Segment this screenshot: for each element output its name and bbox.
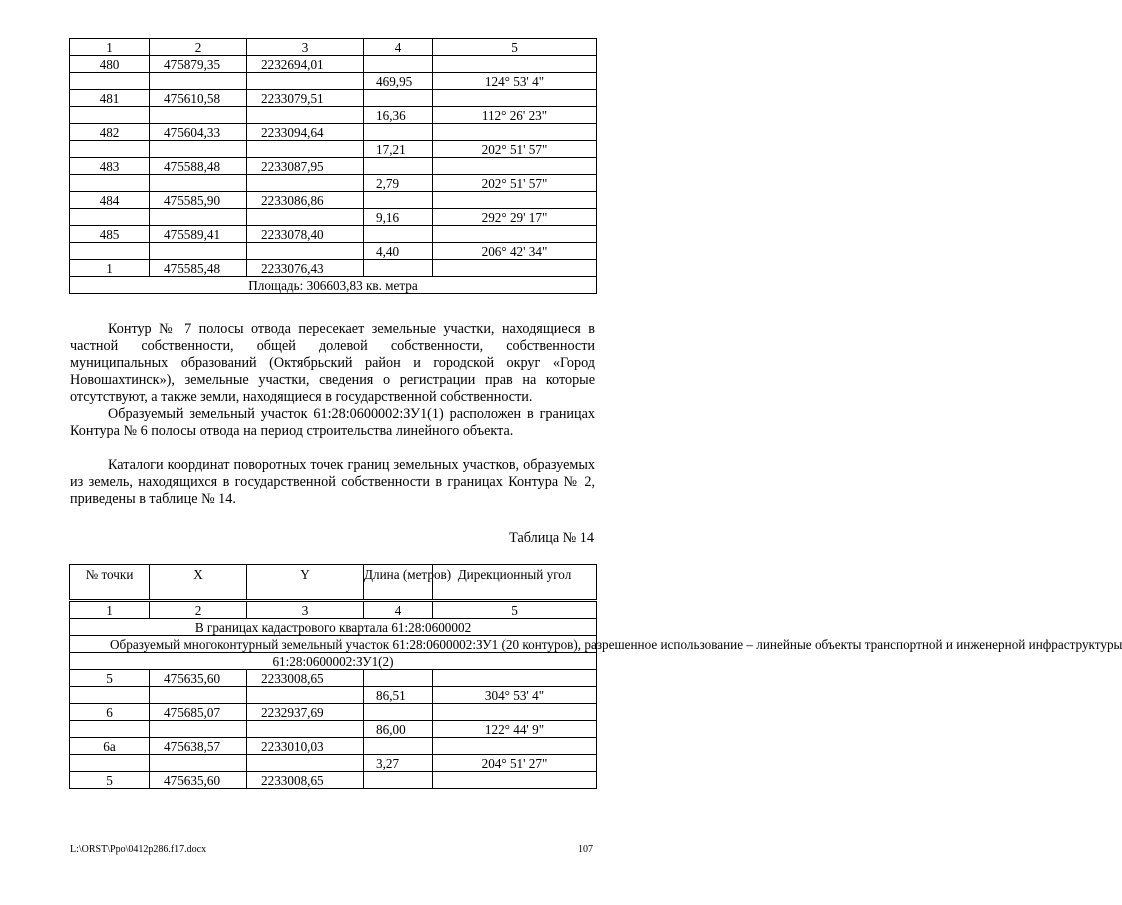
point-number-cell xyxy=(70,721,150,738)
table-row xyxy=(70,107,597,124)
length-cell xyxy=(364,738,433,755)
length-cell xyxy=(364,772,433,789)
angle-cell: 202° 51' 57" xyxy=(433,175,597,192)
table-row xyxy=(70,260,597,277)
length-cell: 86,00 xyxy=(364,721,433,738)
y-cell: 2233008,65 xyxy=(247,670,364,687)
parcel-description-row xyxy=(70,636,597,653)
length-cell xyxy=(364,90,433,107)
length-cell xyxy=(364,670,433,687)
point-number-cell xyxy=(70,687,150,704)
table-row xyxy=(70,209,597,226)
y-cell: 2232937,69 xyxy=(247,704,364,721)
column-number: 5 xyxy=(433,601,597,619)
column-header: X xyxy=(150,565,247,601)
column-number: 2 xyxy=(150,39,247,56)
y-cell: 2233076,43 xyxy=(247,260,364,277)
y-cell xyxy=(247,141,364,158)
table-row xyxy=(70,670,597,687)
angle-cell xyxy=(433,90,597,107)
point-number-cell: 1 xyxy=(70,260,150,277)
angle-cell: 112° 26' 23" xyxy=(433,107,597,124)
y-cell xyxy=(247,175,364,192)
angle-cell xyxy=(433,738,597,755)
angle-cell: 122° 44' 9" xyxy=(433,721,597,738)
point-number-cell: 484 xyxy=(70,192,150,209)
paragraph-catalog-reference: Каталоги координат поворотных точек границ земельных участков, образуемых из земель, находящихся в государственной собственности в границах Контура № 2, приведены в таблице № 14. xyxy=(70,457,595,507)
angle-cell xyxy=(433,704,597,721)
length-cell: 16,36 xyxy=(364,107,433,124)
length-cell: 3,27 xyxy=(364,755,433,772)
table-row xyxy=(70,738,597,755)
x-cell xyxy=(150,687,247,704)
length-cell xyxy=(364,192,433,209)
x-cell xyxy=(150,209,247,226)
column-number: 2 xyxy=(150,601,247,619)
point-number-cell: 6а xyxy=(70,738,150,755)
y-cell: 2233008,65 xyxy=(247,772,364,789)
table-row xyxy=(70,175,597,192)
quarter-row xyxy=(70,619,597,636)
length-cell: 9,16 xyxy=(364,209,433,226)
angle-cell: 124° 53' 4" xyxy=(433,73,597,90)
x-cell xyxy=(150,243,247,260)
table-row xyxy=(70,141,597,158)
length-cell xyxy=(364,56,433,73)
angle-cell xyxy=(433,56,597,73)
angle-cell xyxy=(433,772,597,789)
y-cell xyxy=(247,687,364,704)
cadastral-quarter: В границах кадастрового квартала 61:28:0600002 xyxy=(70,619,597,636)
y-cell: 2233087,95 xyxy=(247,158,364,175)
column-number: 4 xyxy=(364,39,433,56)
x-cell: 475635,60 xyxy=(150,670,247,687)
point-number-cell: 483 xyxy=(70,158,150,175)
length-cell: 2,79 xyxy=(364,175,433,192)
length-cell xyxy=(364,158,433,175)
x-cell xyxy=(150,107,247,124)
column-number: 1 xyxy=(70,39,150,56)
column-number: 4 xyxy=(364,601,433,619)
point-number-cell: 5 xyxy=(70,772,150,789)
contour-row xyxy=(70,653,597,670)
area-total: Площадь: 306603,83 кв. метра xyxy=(70,277,597,294)
y-cell xyxy=(247,107,364,124)
length-cell: 4,40 xyxy=(364,243,433,260)
column-header: Дирекционный угол xyxy=(433,565,597,601)
x-cell: 475589,41 xyxy=(150,226,247,243)
y-cell xyxy=(247,721,364,738)
point-number-cell xyxy=(70,243,150,260)
table-row xyxy=(70,226,597,243)
x-cell: 475879,35 xyxy=(150,56,247,73)
angle-cell xyxy=(433,226,597,243)
table-row xyxy=(70,90,597,107)
column-header: Y xyxy=(247,565,364,601)
y-cell: 2233010,03 xyxy=(247,738,364,755)
table-row xyxy=(70,192,597,209)
x-cell: 475585,90 xyxy=(150,192,247,209)
length-cell: 86,51 xyxy=(364,687,433,704)
paragraph-contour-7: Контур № 7 полосы отвода пересекает земельные участки, находящиеся в частной собственности, общей долевой собственности, собственности муниципальных образований (Октябрьский район и городской округ «Город Новошахтинск»), земельные участки, сведения о регистрации прав на которые отсутствуют, а также земли, находящиеся в государственной собственности. xyxy=(70,321,595,405)
point-number-cell: 5 xyxy=(70,670,150,687)
table-row xyxy=(70,56,597,73)
length-cell: 17,21 xyxy=(364,141,433,158)
table-row xyxy=(70,704,597,721)
y-cell xyxy=(247,73,364,90)
angle-cell xyxy=(433,158,597,175)
parcel-description: Образуемый многоконтурный земельный участок 61:28:0600002:ЗУ1 (20 контуров), разрешенное использование – линейные объекты транспортной и инженерной инфраструктуры xyxy=(70,636,597,653)
angle-cell: 304° 53' 4" xyxy=(433,687,597,704)
table-row xyxy=(70,772,597,789)
length-cell xyxy=(364,124,433,141)
table-caption: Таблица № 14 xyxy=(509,530,594,546)
column-number: 3 xyxy=(247,601,364,619)
point-number-cell: 485 xyxy=(70,226,150,243)
table-row xyxy=(70,158,597,175)
page-number: 107 xyxy=(578,844,593,855)
table-row xyxy=(70,243,597,260)
column-header: Длина (метров) xyxy=(364,565,433,601)
table-row xyxy=(70,73,597,90)
x-cell: 475685,07 xyxy=(150,704,247,721)
angle-cell xyxy=(433,192,597,209)
column-numbers-row xyxy=(70,601,597,619)
column-header: № точки xyxy=(70,565,150,601)
y-cell: 2233079,51 xyxy=(247,90,364,107)
x-cell: 475588,48 xyxy=(150,158,247,175)
point-number-cell xyxy=(70,107,150,124)
table-row xyxy=(70,124,597,141)
paragraph-parcel-location: Образуемый земельный участок 61:28:0600002:ЗУ1(1) расположен в границах Контура № 6 полосы отвода на период строительства линейного объекта. xyxy=(70,406,595,439)
column-number: 1 xyxy=(70,601,150,619)
table-row xyxy=(70,687,597,704)
y-cell: 2232694,01 xyxy=(247,56,364,73)
x-cell xyxy=(150,141,247,158)
x-cell: 475635,60 xyxy=(150,772,247,789)
x-cell xyxy=(150,175,247,192)
x-cell: 475604,33 xyxy=(150,124,247,141)
column-number: 3 xyxy=(247,39,364,56)
angle-cell: 202° 51' 57" xyxy=(433,141,597,158)
coordinates-table-14 xyxy=(69,564,1122,789)
angle-cell xyxy=(433,260,597,277)
table-header-row xyxy=(70,565,597,601)
point-number-cell: 480 xyxy=(70,56,150,73)
x-cell xyxy=(150,755,247,772)
angle-cell: 292° 29' 17" xyxy=(433,209,597,226)
y-cell xyxy=(247,755,364,772)
x-cell xyxy=(150,73,247,90)
angle-cell: 204° 51' 27" xyxy=(433,755,597,772)
x-cell: 475638,57 xyxy=(150,738,247,755)
angle-cell xyxy=(433,124,597,141)
x-cell: 475610,58 xyxy=(150,90,247,107)
area-row xyxy=(70,277,597,294)
point-number-cell xyxy=(70,73,150,90)
angle-cell xyxy=(433,670,597,687)
length-cell xyxy=(364,260,433,277)
point-number-cell: 481 xyxy=(70,90,150,107)
coordinates-table-continued xyxy=(69,38,597,294)
footer-file-path: L:\ORST\Ppo\0412p286.f17.docx xyxy=(70,844,207,855)
x-cell xyxy=(150,721,247,738)
point-number-cell xyxy=(70,141,150,158)
column-numbers-row xyxy=(70,39,597,56)
length-cell: 469,95 xyxy=(364,73,433,90)
y-cell xyxy=(247,243,364,260)
column-number: 5 xyxy=(433,39,597,56)
point-number-cell: 6 xyxy=(70,704,150,721)
point-number-cell xyxy=(70,175,150,192)
length-cell xyxy=(364,704,433,721)
table-row xyxy=(70,721,597,738)
table-row xyxy=(70,755,597,772)
y-cell xyxy=(247,209,364,226)
y-cell: 2233078,40 xyxy=(247,226,364,243)
point-number-cell xyxy=(70,209,150,226)
point-number-cell xyxy=(70,755,150,772)
contour-id: 61:28:0600002:ЗУ1(2) xyxy=(70,653,597,670)
point-number-cell: 482 xyxy=(70,124,150,141)
length-cell xyxy=(364,226,433,243)
angle-cell: 206° 42' 34" xyxy=(433,243,597,260)
y-cell: 2233094,64 xyxy=(247,124,364,141)
x-cell: 475585,48 xyxy=(150,260,247,277)
y-cell: 2233086,86 xyxy=(247,192,364,209)
